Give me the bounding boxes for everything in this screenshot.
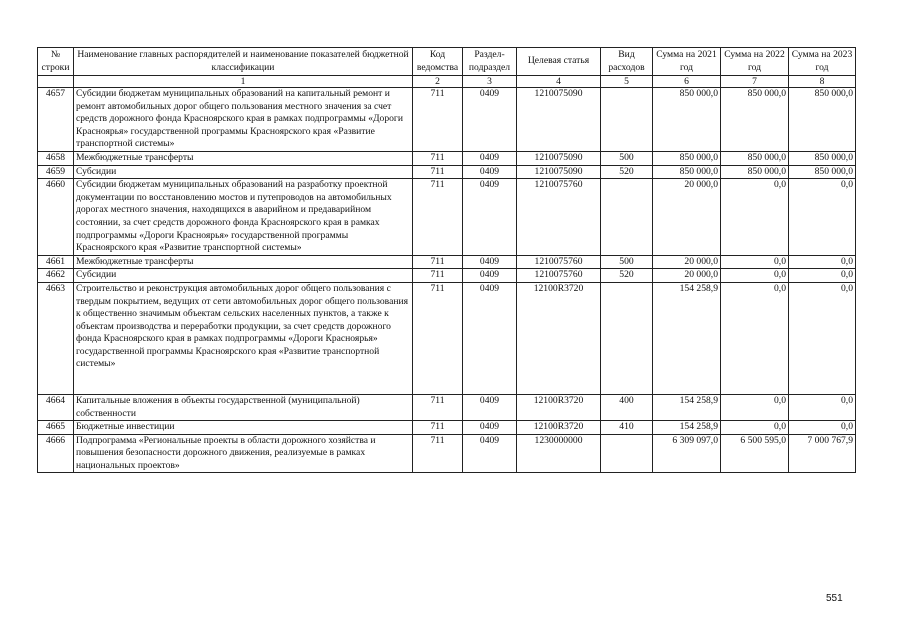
row-vid: 410 [601,421,653,435]
row-razdel: 0409 [463,151,517,165]
column-number: 3 [463,76,517,88]
row-number: 4663 [38,282,74,394]
row-sum-2022: 0,0 [721,421,789,435]
column-number: 4 [517,76,601,88]
row-ved: 711 [413,282,463,394]
row-sum-2021: 850 000,0 [653,165,721,179]
row-statya: 1210075090 [517,151,601,165]
header-row [38,48,856,76]
row-sum-2022: 0,0 [721,255,789,269]
table-row [38,255,856,269]
table-row [38,394,856,420]
row-name: Субсидии бюджетам муниципальных образований на капитальный ремонт и ремонт автомобильных дорог общего пользования местного значения за счет средств дорожного фонда Красноярского края в рамках подпрограммы «Дороги Красноярья» государственной программы Красноярского края «Развитие транспортной системы» [74,88,413,152]
row-number: 4662 [38,269,74,283]
row-sum-2021: 154 258,9 [653,282,721,394]
row-sum-2022: 850 000,0 [721,88,789,152]
row-ved: 711 [413,165,463,179]
row-sum-2022: 850 000,0 [721,151,789,165]
row-vid [601,282,653,394]
row-ved: 711 [413,151,463,165]
header-name: Наименование главных распорядителей и наименование показателей бюджетной классификации [74,48,413,76]
row-name: Межбюджетные трансферты [74,255,413,269]
row-sum-2023: 7 000 767,9 [789,434,856,473]
row-name: Субсидии бюджетам муниципальных образований на разработку проектной документации по восстановлению мостов и путепроводов на автомобильных дорогах местного значения, находящихся в аварийном и предаварийном состоянии, за счет средств дорожного фонда Красноярского края в рамках подпрограммы «Дороги Красноярья» государственной программы Красноярского края «Развитие транспортной системы» [74,179,413,256]
column-numbers-row [38,76,856,88]
row-vid: 500 [601,255,653,269]
row-sum-2021: 20 000,0 [653,179,721,256]
row-vid: 400 [601,394,653,420]
row-sum-2022: 0,0 [721,269,789,283]
row-number: 4661 [38,255,74,269]
row-sum-2023: 850 000,0 [789,88,856,152]
budget-table [37,47,856,473]
table-row [38,151,856,165]
table-row [38,269,856,283]
header-sum-2022: Сумма на 2022 год [721,48,789,76]
row-vid [601,434,653,473]
row-sum-2023: 0,0 [789,255,856,269]
row-sum-2022: 0,0 [721,282,789,394]
row-ved: 711 [413,179,463,256]
row-sum-2023: 0,0 [789,282,856,394]
table-row [38,88,856,152]
row-razdel: 0409 [463,269,517,283]
row-statya: 1210075090 [517,165,601,179]
column-number: 7 [721,76,789,88]
row-sum-2021: 850 000,0 [653,88,721,152]
row-name: Субсидии [74,269,413,283]
row-razdel: 0409 [463,421,517,435]
row-vid [601,179,653,256]
row-statya: 12100R3720 [517,421,601,435]
row-vid: 520 [601,165,653,179]
row-sum-2022: 0,0 [721,179,789,256]
row-razdel: 0409 [463,88,517,152]
row-number: 4657 [38,88,74,152]
page-number: 551 [826,593,843,604]
row-statya: 1210075760 [517,255,601,269]
table-row [38,282,856,394]
row-ved: 711 [413,269,463,283]
row-sum-2021: 20 000,0 [653,269,721,283]
row-razdel: 0409 [463,165,517,179]
row-statya: 1210075760 [517,179,601,256]
row-name: Бюджетные инвестиции [74,421,413,435]
header-row-number: № строки [38,48,74,76]
row-sum-2023: 0,0 [789,394,856,420]
row-name: Субсидии [74,165,413,179]
column-number: 1 [74,76,413,88]
column-number: 2 [413,76,463,88]
row-name: Подпрограмма «Региональные проекты в области дорожного хозяйства и повышения безопасности дорожного движения, реализуемые в рамках национальных проектов» [74,434,413,473]
row-sum-2023: 0,0 [789,269,856,283]
table-row [38,434,856,473]
row-sum-2021: 154 258,9 [653,421,721,435]
column-number: 8 [789,76,856,88]
row-ved: 711 [413,434,463,473]
header-sum-2021: Сумма на 2021 год [653,48,721,76]
header-vid: Вид расходов [601,48,653,76]
header-statya: Целевая статья [517,48,601,76]
row-sum-2022: 850 000,0 [721,165,789,179]
row-razdel: 0409 [463,282,517,394]
row-ved: 711 [413,88,463,152]
row-name: Капитальные вложения в объекты государственной (муниципальной) собственности [74,394,413,420]
row-statya: 12100R3720 [517,282,601,394]
row-razdel: 0409 [463,179,517,256]
column-number [38,76,74,88]
row-razdel: 0409 [463,434,517,473]
row-razdel: 0409 [463,255,517,269]
table-row [38,179,856,256]
row-name: Строительство и реконструкция автомобильных дорог общего пользования с твердым покрытием, ведущих от сети автомобильных дорог общего пользования к общественно значимым объектам сельских населенных пунктов, а также к объектам производства и переработки продукции, за счет средств дорожного фонда Красноярского края в рамках подпрограммы «Дороги Красноярья» государственной программы Красноярского края «Развитие транспортной системы» [74,282,413,394]
row-vid: 500 [601,151,653,165]
row-number: 4660 [38,179,74,256]
row-sum-2022: 6 500 595,0 [721,434,789,473]
header-razdel: Раздел-подраздел [463,48,517,76]
row-sum-2021: 850 000,0 [653,151,721,165]
table-row [38,165,856,179]
row-vid: 520 [601,269,653,283]
row-name: Межбюджетные трансферты [74,151,413,165]
row-statya: 1210075760 [517,269,601,283]
row-statya: 1210075090 [517,88,601,152]
row-number: 4665 [38,421,74,435]
header-sum-2023: Сумма на 2023 год [789,48,856,76]
row-sum-2023: 850 000,0 [789,151,856,165]
row-sum-2021: 154 258,9 [653,394,721,420]
row-number: 4658 [38,151,74,165]
row-ved: 711 [413,394,463,420]
column-number: 5 [601,76,653,88]
row-ved: 711 [413,255,463,269]
row-ved: 711 [413,421,463,435]
row-sum-2021: 20 000,0 [653,255,721,269]
row-number: 4659 [38,165,74,179]
header-ved: Код ведомства [413,48,463,76]
row-sum-2023: 850 000,0 [789,165,856,179]
row-sum-2021: 6 309 097,0 [653,434,721,473]
table-row [38,421,856,435]
row-statya: 1230000000 [517,434,601,473]
row-statya: 12100R3720 [517,394,601,420]
row-sum-2023: 0,0 [789,179,856,256]
row-sum-2022: 0,0 [721,394,789,420]
row-number: 4666 [38,434,74,473]
row-sum-2023: 0,0 [789,421,856,435]
row-razdel: 0409 [463,394,517,420]
row-number: 4664 [38,394,74,420]
column-number: 6 [653,76,721,88]
row-vid [601,88,653,152]
